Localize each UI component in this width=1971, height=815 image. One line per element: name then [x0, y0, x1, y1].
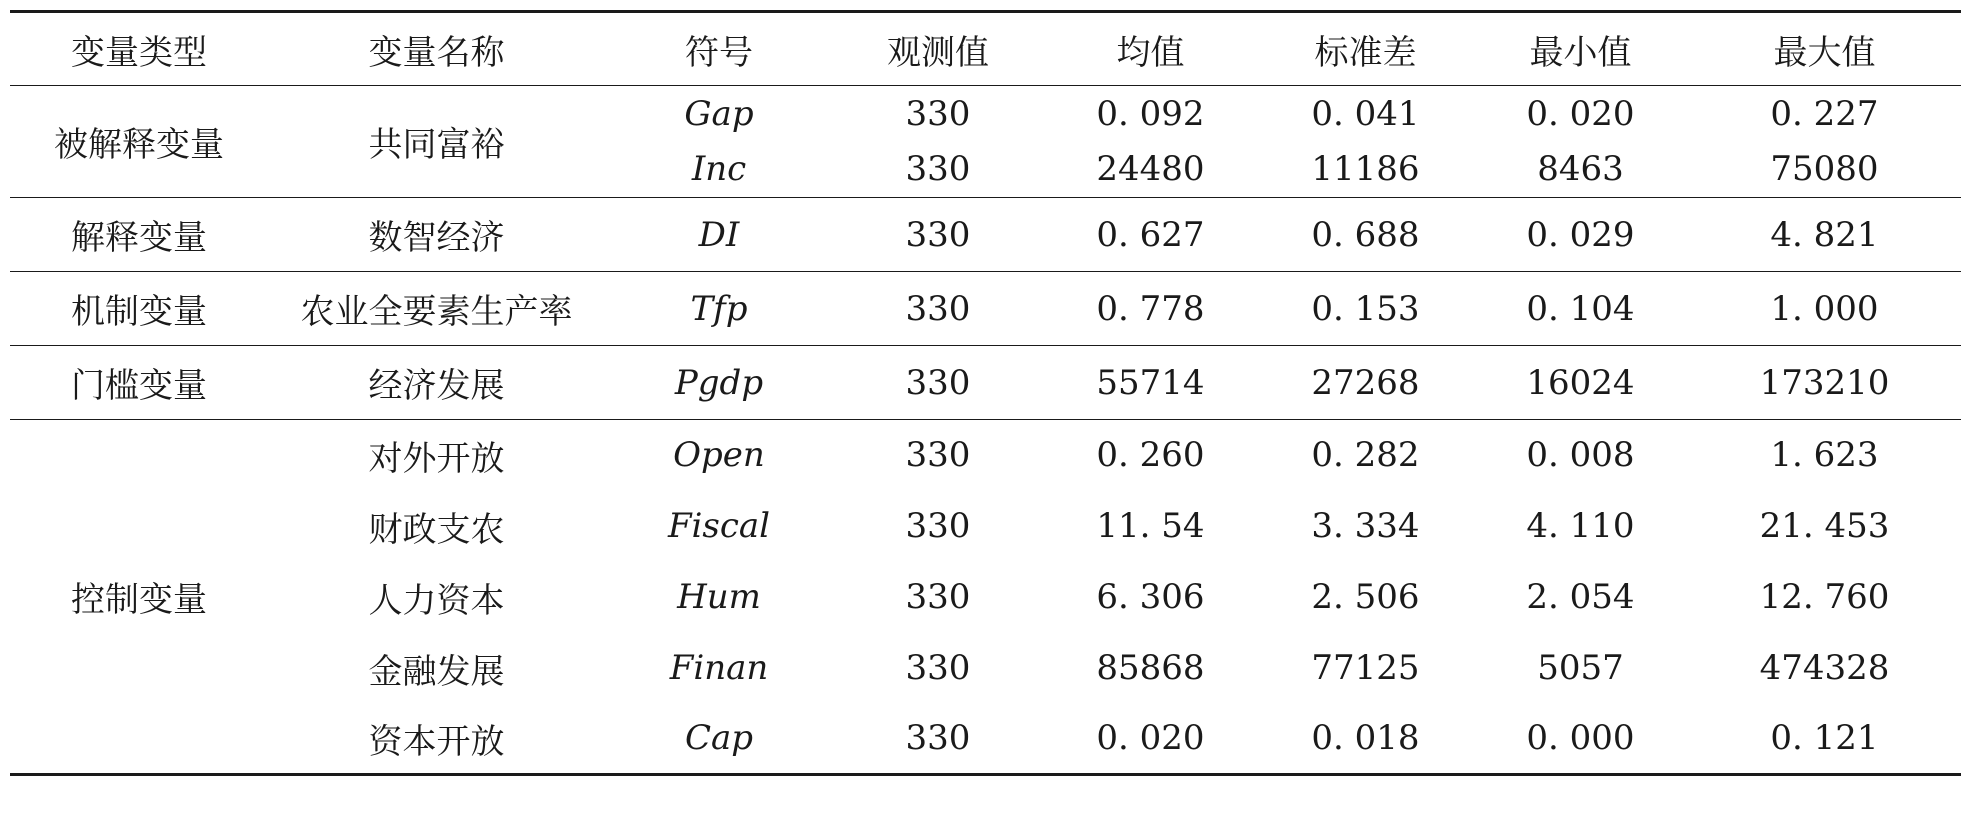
max-cell: 75080 — [1770, 149, 1879, 190]
mean-cell: 24480 — [1096, 149, 1205, 190]
min-cell: 0. 000 — [1526, 718, 1635, 759]
group-control — [10, 420, 1961, 775]
n-cell: 330 — [905, 718, 971, 759]
header-max: 最大值 — [1688, 12, 1961, 86]
symbol-cell: Cap — [684, 718, 754, 759]
table-row — [10, 633, 1961, 704]
min-cell: 16024 — [1526, 362, 1635, 403]
group-dependent — [10, 86, 1961, 198]
sd-cell: 27268 — [1311, 362, 1420, 403]
n-cell: 330 — [905, 506, 971, 546]
min-cell: 8463 — [1537, 149, 1624, 190]
min-cell: 0. 020 — [1526, 93, 1635, 134]
variable-name-cell: 财政支农 — [368, 509, 505, 550]
symbol-cell: Hum — [677, 577, 761, 617]
variable-name-cell: 资本开放 — [368, 721, 505, 762]
variable-name-cell: 共同富裕 — [368, 125, 505, 165]
max-cell: 12. 760 — [1759, 577, 1890, 617]
symbol-cell: Pgdp — [674, 362, 764, 403]
group-type-cell: 控制变量 — [71, 580, 207, 620]
mean-cell: 0. 260 — [1096, 435, 1205, 476]
min-cell: 5057 — [1537, 648, 1624, 688]
variable-name-cell: 农业全要素生产率 — [300, 292, 573, 332]
n-cell: 330 — [905, 149, 971, 190]
group-type-cell: 门槛变量 — [71, 366, 207, 406]
n-cell: 330 — [905, 577, 971, 617]
mean-cell: 0. 020 — [1096, 718, 1205, 759]
min-cell: 0. 008 — [1526, 435, 1635, 476]
min-cell: 0. 104 — [1526, 288, 1635, 329]
variable-name-cell: 对外开放 — [368, 438, 505, 479]
header-name: 变量名称 — [268, 12, 605, 86]
table-row — [10, 420, 1961, 491]
descriptive-statistics-table — [10, 10, 1961, 776]
header-mean: 均值 — [1043, 12, 1258, 86]
sd-cell: 3. 334 — [1311, 506, 1420, 546]
symbol-cell: Finan — [669, 648, 769, 688]
sd-cell: 0. 153 — [1311, 288, 1420, 329]
table-row — [10, 562, 1961, 633]
header-row — [10, 12, 1961, 86]
sd-cell: 11186 — [1311, 149, 1420, 190]
header-sd: 标准差 — [1258, 12, 1473, 86]
mean-cell: 0. 778 — [1096, 288, 1205, 329]
header-symbol: 符号 — [605, 12, 833, 86]
sd-cell: 77125 — [1311, 648, 1420, 688]
mean-cell: 85868 — [1096, 648, 1205, 688]
sd-cell: 2. 506 — [1311, 577, 1420, 617]
sd-cell: 0. 282 — [1311, 435, 1420, 476]
table-row — [10, 272, 1961, 346]
mean-cell: 0. 627 — [1096, 214, 1205, 255]
variable-name-cell: 经济发展 — [368, 366, 505, 406]
group-threshold — [10, 346, 1961, 420]
table-row — [10, 198, 1961, 272]
group-mechanism — [10, 272, 1961, 346]
table-row — [10, 346, 1961, 420]
variable-name-cell: 金融发展 — [368, 651, 505, 692]
max-cell: 474328 — [1759, 648, 1890, 688]
n-cell: 330 — [905, 435, 971, 476]
table-header — [10, 12, 1961, 86]
sd-cell: 0. 041 — [1311, 93, 1420, 134]
table-row — [10, 86, 1961, 142]
group-explanatory — [10, 198, 1961, 272]
group-type-cell: 被解释变量 — [54, 125, 224, 165]
symbol-cell: DI — [698, 214, 740, 255]
max-cell: 173210 — [1759, 362, 1890, 403]
table-row — [10, 491, 1961, 562]
sd-cell: 0. 688 — [1311, 214, 1420, 255]
n-cell: 330 — [905, 362, 971, 403]
symbol-cell: Gap — [684, 93, 754, 134]
group-type-cell: 解释变量 — [71, 218, 207, 258]
symbol-cell: Open — [673, 435, 765, 476]
max-cell: 1. 000 — [1770, 288, 1879, 329]
mean-cell: 11. 54 — [1096, 506, 1205, 546]
min-cell: 2. 054 — [1526, 577, 1635, 617]
header-type: 变量类型 — [10, 12, 268, 86]
mean-cell: 6. 306 — [1096, 577, 1205, 617]
max-cell: 21. 453 — [1759, 506, 1890, 546]
symbol-cell: Inc — [691, 149, 747, 190]
symbol-cell: Tfp — [690, 288, 748, 329]
max-cell: 0. 121 — [1770, 718, 1879, 759]
header-min: 最小值 — [1473, 12, 1688, 86]
table-row — [10, 704, 1961, 775]
mean-cell: 0. 092 — [1096, 93, 1205, 134]
max-cell: 0. 227 — [1770, 93, 1879, 134]
sd-cell: 0. 018 — [1311, 718, 1420, 759]
variable-name-cell: 人力资本 — [368, 580, 505, 621]
n-cell: 330 — [905, 93, 971, 134]
n-cell: 330 — [905, 214, 971, 255]
max-cell: 4. 821 — [1770, 214, 1879, 255]
n-cell: 330 — [905, 648, 971, 688]
variable-name-cell: 数智经济 — [368, 218, 505, 258]
max-cell: 1. 623 — [1770, 435, 1879, 476]
mean-cell: 55714 — [1096, 362, 1205, 403]
n-cell: 330 — [905, 288, 971, 329]
header-n: 观测值 — [833, 12, 1043, 86]
group-type-cell: 机制变量 — [71, 292, 207, 332]
min-cell: 0. 029 — [1526, 214, 1635, 255]
symbol-cell: Fiscal — [667, 506, 771, 546]
min-cell: 4. 110 — [1526, 506, 1635, 546]
